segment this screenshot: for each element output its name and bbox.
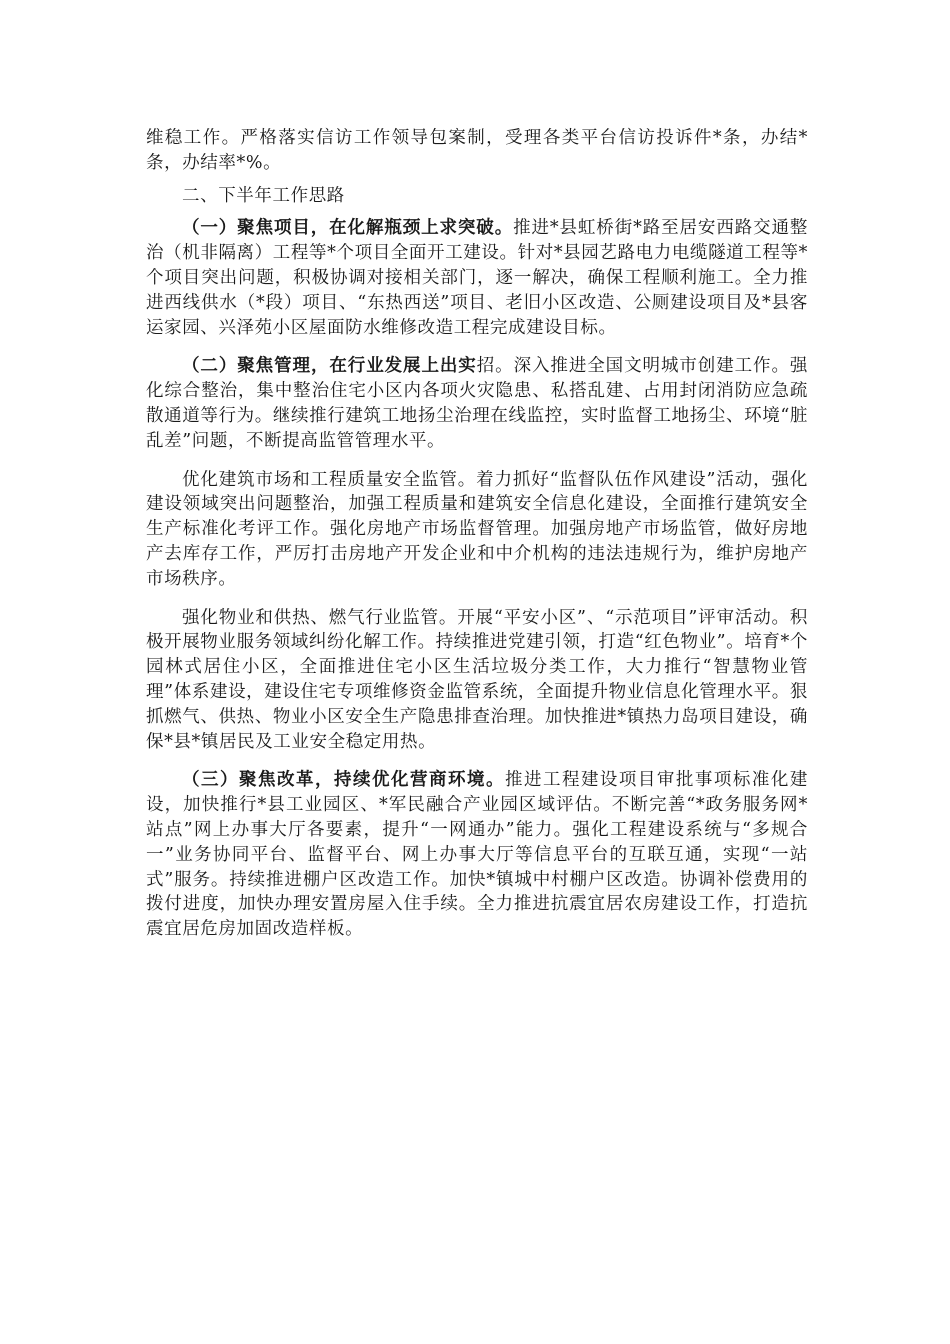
paragraph-reform [146,768,808,942]
subheading-reform: （三）聚焦改革，持续优化营商环境。 [182,770,505,791]
section-heading: 二、下半年工作思路 [182,185,345,206]
paragraph-property-heating: 强化物业和供热、燃气行业监管。开展“平安小区”、“示范项目”评审活动。积极开展物业服务领域纠纷化解工作。持续推进党建引领，打造“红色物业”。培育*个园林式居住小区，全面推进住宅小区生活垃圾分类工作，大力推行“智慧物业管理”体系建设，建设住宅专项维修资金监管系统，全面提升物业信息化管理水平。狠抓燃气、供热、物业小区安全生产隐患排查治理。加快推进*镇热力岛项目建设，确保*县*镇居民及工业安全稳定用热。 [146,607,808,752]
paragraph-reform-body: 推进工程建设项目审批事项标准化建设，加快推行*县工业园区、*军民融合产业园区域评估。不断完善“*政务服务网*站点”网上办事大厅各要素，提升“一网通办”能力。强化工程建设系统与“多规合一”业务协同平台、监督平台、网上办事大厅等信息平台的互联互通，实现“一站式”服务。持续推进棚户区改造工作。加快*镇城中村棚户区改造。协调补偿费用的拨付进度，加快办理安置房屋入住手续。全力推进抗震宜居农房建设工作，打造抗震宜居危房加固改造样板。 [146,770,808,940]
paragraph-management [146,354,808,453]
subheading-projects: （一）聚焦项目，在化解瓶颈上求突破。 [182,218,514,239]
paragraph-projects-body: 推进*县虹桥街*路至居安西路交通整治（机非隔离）工程等*个项目全面开工建设。针对*县园艺路电力电缆隧道工程等*个项目突出问题，积极协调对接相关部门，逐一解决，确保工程顺利施工。全力推进西线供水（*段）项目、“东热西送”项目、老旧小区改造、公厕建设项目及*县客运家园、兴泽苑小区屋面防水维修改造工程完成建设目标。 [146,218,808,338]
document-page [146,126,808,942]
paragraph-projects [146,216,808,340]
paragraph-construction-market: 优化建筑市场和工程质量安全监管。着力抓好“监督队伍作风建设”活动，强化建设领域突出问题整治，加强工程质量和建筑安全信息化建设，全面推行建筑安全生产标准化考评工作。强化房地产市场监督管理。加强房地产市场监管，做好房地产去库存工作，严厉打击房地产开发企业和中介机构的违法违规行为，维护房地产市场秩序。 [146,469,808,589]
paragraph-management-body: 招。深入推进全国文明城市创建工作。强化综合整治，集中整治住宅小区内各项火灾隐患、私搭乱建、占用封闭消防应急疏散通道等行为。继续推行建筑工地扬尘治理在线监控，实时监督工地扬尘、环境“脏乱差”问题，不断提高监管管理水平。 [146,356,808,451]
subheading-management: （二）聚焦管理，在行业发展上出实 [182,356,477,377]
paragraph-continuation: 维稳工作。严格落实信访工作领导包案制，受理各类平台信访投诉件*条，办结*条，办结率*%。 [146,128,808,173]
